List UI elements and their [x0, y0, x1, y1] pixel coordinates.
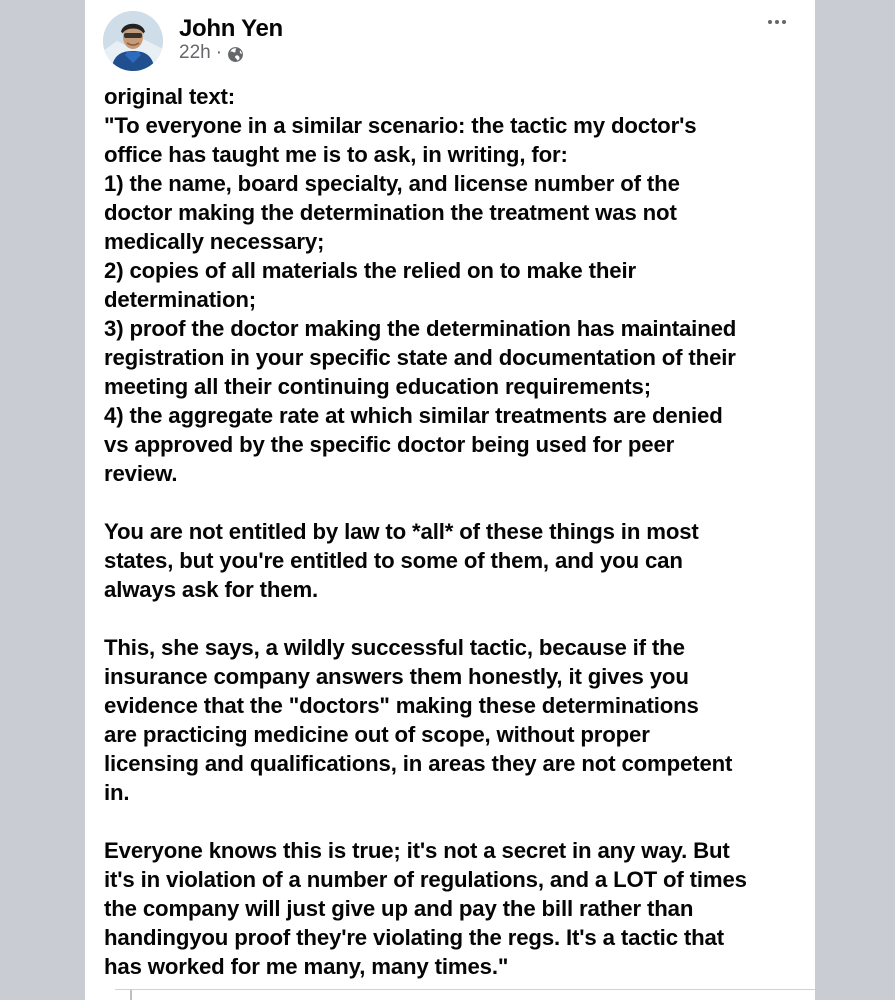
text-line: licensing and qualifications, in areas they are not competent	[104, 751, 733, 776]
text-line: This, she says, a wildly successful tactic, because if the	[104, 635, 685, 660]
avatar-photo	[103, 11, 163, 71]
text-line: has worked for me many, many times."	[104, 954, 509, 979]
text-line: handingyou proof they're violating the regs. It's a tactic that	[104, 925, 724, 950]
text-line: medically necessary;	[104, 229, 325, 254]
avatar[interactable]	[103, 11, 163, 71]
text-line: 3) proof the doctor making the determination has maintained	[104, 316, 737, 341]
text-line: are practicing medicine out of scope, without proper	[104, 722, 650, 747]
footer-marker	[130, 990, 132, 1000]
post-footer-divider	[115, 989, 815, 1000]
text-line: 1) the name, board specialty, and license number of the	[104, 171, 680, 196]
text-line: the company will just give up and pay the bill rather than	[104, 896, 694, 921]
text-line: states, but you're entitled to some of them, and you can	[104, 548, 683, 573]
text-line: vs approved by the specific doctor being used for peer	[104, 432, 675, 457]
post-time[interactable]: 22h	[179, 42, 211, 63]
meta-separator: ·	[215, 42, 223, 63]
globe-icon[interactable]	[227, 46, 244, 63]
post-meta	[179, 42, 244, 64]
text-line: 2) copies of all materials the relied on to make their	[104, 258, 636, 283]
text-line: registration in your specific state and documentation of their	[104, 345, 736, 370]
post-card	[85, 0, 815, 1000]
paragraph-gap	[104, 807, 804, 836]
text-line: always ask for them.	[104, 577, 319, 602]
text-line: You are not entitled by law to *all* of these things in most	[104, 519, 699, 544]
text-line: determination;	[104, 287, 256, 312]
post-text	[104, 82, 804, 981]
text-line: insurance company answers them honestly, it gives you	[104, 664, 689, 689]
text-line: doctor making the determination the treatment was not	[104, 200, 677, 225]
author-name[interactable]: John Yen	[179, 15, 283, 42]
text-line: office has taught me is to ask, in writing, for:	[104, 142, 568, 167]
paragraph-gap	[104, 488, 804, 517]
text-line: meeting all their continuing education requirements;	[104, 374, 651, 399]
text-line: evidence that the "doctors" making these determinations	[104, 693, 699, 718]
text-line: "To everyone in a similar scenario: the tactic my doctor's	[104, 113, 697, 138]
text-line: 4) the aggregate rate at which similar treatments are denied	[104, 403, 723, 428]
more-options-icon[interactable]	[761, 12, 793, 32]
text-line: it's in violation of a number of regulations, and a LOT of times	[104, 867, 747, 892]
text-line: original text:	[104, 84, 236, 109]
text-line: Everyone knows this is true; it's not a secret in any way. But	[104, 838, 730, 863]
text-line: review.	[104, 461, 178, 486]
text-line: in.	[104, 780, 130, 805]
post-header	[103, 10, 797, 74]
paragraph-gap	[104, 604, 804, 633]
